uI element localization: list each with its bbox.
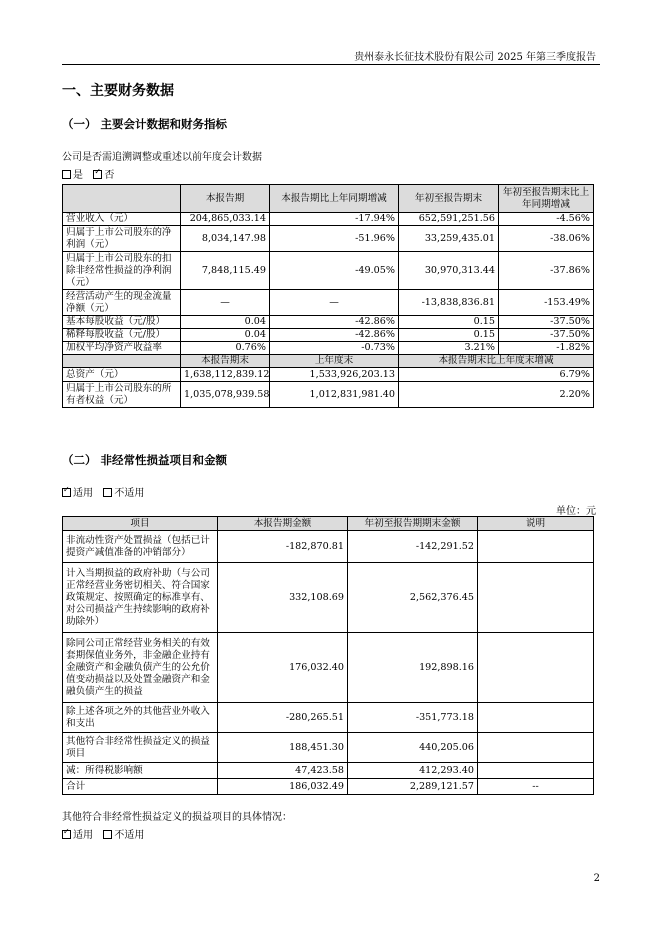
cell-value: -51.96%	[270, 226, 399, 252]
cell-value: 1,638,112,839.12	[181, 368, 270, 382]
page-number: 2	[593, 873, 600, 884]
cell-value: 652,591,251.56	[399, 213, 499, 226]
header-cell: 年初至报告期末比上年同期增减	[499, 185, 594, 213]
unit-label: 单位：元	[556, 506, 596, 517]
checkbox-no[interactable]	[93, 170, 102, 179]
row-label: 合计	[63, 779, 218, 795]
cell-value: -37.50%	[499, 329, 594, 342]
restatement-question: 公司是否需追溯调整或重述以前年度会计数据	[62, 152, 262, 163]
cell-value: -4.56%	[499, 213, 594, 226]
table-total-row	[63, 779, 594, 795]
cell-value: 188,451.30	[218, 733, 348, 763]
table-row	[63, 382, 594, 408]
header-cell: 说明	[478, 517, 594, 531]
row-label: 总资产（元）	[63, 368, 181, 382]
cell-value: -142,291.52	[348, 531, 478, 563]
cell-value: -153.49%	[499, 290, 594, 316]
row-label: 经营活动产生的现金流量净额（元）	[63, 290, 181, 316]
row-label: 归属于上市公司股东的所有者权益（元）	[63, 382, 181, 408]
table-row	[63, 368, 594, 382]
option-not-apply-label: 不适用	[114, 830, 145, 841]
option-yes-label: 是	[73, 170, 83, 181]
cell-value: 332,108.69	[218, 563, 348, 633]
table-row	[63, 329, 594, 342]
cell-value: 0.04	[181, 329, 270, 342]
option-apply-label: 适用	[73, 830, 93, 841]
cell-value: -49.05%	[270, 252, 399, 290]
table-header-row	[63, 185, 594, 213]
table-header-row	[63, 517, 594, 531]
cell-value: 176,032.40	[218, 633, 348, 703]
row-label: 除同公司正常经营业务相关的有效套期保值业务外，非金融企业持有金融资产和金融负债产生的公允价值变动损益以及处置金融资产和金融负债产生的损益	[63, 633, 218, 703]
cell-note	[478, 563, 594, 633]
header-divider	[62, 64, 600, 65]
cell-value: 47,423.58	[218, 763, 348, 779]
row-label: 非流动性资产处置损益（包括已计提资产减值准备的冲销部分）	[63, 531, 218, 563]
cell-value: 8,034,147.98	[181, 226, 270, 252]
subsection-heading-1: （一） 主要会计数据和财务指标	[62, 117, 228, 131]
header-cell: 本报告期比上年同期增减	[270, 185, 399, 213]
cell-value: 2.20%	[399, 382, 594, 408]
cell-value: -182,870.81	[218, 531, 348, 563]
table-row	[63, 703, 594, 733]
cell-value: -0.73%	[270, 342, 399, 355]
row-label: 其他符合非经常性损益定义的损益项目	[63, 733, 218, 763]
cell-value: 440,205.06	[348, 733, 478, 763]
cell-value: 204,865,033.14	[181, 213, 270, 226]
cell-value: -42.86%	[270, 329, 399, 342]
row-label: 归属于上市公司股东的净利润（元）	[63, 226, 181, 252]
cell-value: -351,773.18	[348, 703, 478, 733]
header-cell: 年初至报告期期末金额	[348, 517, 478, 531]
cell-value: 412,293.40	[348, 763, 478, 779]
row-label: 营业收入（元）	[63, 213, 181, 226]
cell-note: --	[478, 779, 594, 795]
cell-note	[478, 733, 594, 763]
cell-value: 1,035,078,939.58	[181, 382, 270, 408]
cell-value: 192,898.16	[348, 633, 478, 703]
row-label: 除上述各项之外的其他营业外收入和支出	[63, 703, 218, 733]
table-row	[63, 563, 594, 633]
cell-value: -280,265.51	[218, 703, 348, 733]
table-row	[63, 213, 594, 226]
cell-note	[478, 531, 594, 563]
cell-value: 0.15	[399, 329, 499, 342]
cell-value: 3.21%	[399, 342, 499, 355]
cell-value: -17.94%	[270, 213, 399, 226]
table-row	[63, 763, 594, 779]
report-header-title: 贵州泰永长征技术股份有限公司 2025 年第三季度报告	[354, 52, 596, 63]
cell-value: 33,259,435.01	[399, 226, 499, 252]
header-cell: 本报告期金额	[218, 517, 348, 531]
cell-value: -13,838,836.81	[399, 290, 499, 316]
cell-value: 186,032.49	[218, 779, 348, 795]
row-label: 减：所得税影响额	[63, 763, 218, 779]
cell-value: 0.15	[399, 316, 499, 329]
checkbox-not-apply[interactable]	[103, 488, 112, 497]
cell-value: 0.04	[181, 316, 270, 329]
option-apply-label: 适用	[73, 488, 93, 499]
checkbox-apply-footer[interactable]	[62, 830, 71, 839]
cell-value: 1,012,831,981.40	[270, 382, 399, 408]
checkbox-apply[interactable]	[62, 488, 71, 497]
header-cell: 本报告期	[181, 185, 270, 213]
row-label: 归属于上市公司股东的扣除非经常性损益的净利润（元）	[63, 252, 181, 290]
table-row	[63, 226, 594, 252]
other-items-note: 其他符合非经常性损益定义的损益项目的具体情况：	[62, 812, 292, 823]
header-cell: 本报告期末比上年度末增减	[399, 355, 594, 368]
cell-value: —	[181, 290, 270, 316]
header-cell	[63, 355, 181, 368]
cell-value: -37.86%	[499, 252, 594, 290]
cell-value: 30,970,313.44	[399, 252, 499, 290]
option-not-apply-label: 不适用	[114, 488, 145, 499]
subsection-heading-2: （二） 非经常性损益项目和金额	[62, 453, 228, 467]
applicability-options	[62, 484, 144, 499]
table-row	[63, 342, 594, 355]
table-row	[63, 531, 594, 563]
cell-value: 6.79%	[399, 368, 594, 382]
table-row	[63, 316, 594, 329]
cell-value: 2,289,121.57	[348, 779, 478, 795]
row-label: 加权平均净资产收益率	[63, 342, 181, 355]
cell-value: 2,562,376.45	[348, 563, 478, 633]
cell-value: -37.50%	[499, 316, 594, 329]
header-cell: 本报告期末	[181, 355, 270, 368]
table-row	[63, 290, 594, 316]
cell-note	[478, 633, 594, 703]
cell-value: —	[270, 290, 399, 316]
footer-applicability-options	[62, 826, 144, 841]
option-no-label: 否	[104, 170, 115, 181]
row-label: 稀释每股收益（元/股）	[63, 329, 181, 342]
cell-note	[478, 763, 594, 779]
cell-value: 1,533,926,203.13	[270, 368, 399, 382]
checkbox-yes[interactable]	[62, 170, 71, 179]
checkbox-not-apply-footer[interactable]	[103, 830, 112, 839]
header-cell: 项目	[63, 517, 218, 531]
table-row	[63, 252, 594, 290]
header-cell	[63, 185, 181, 213]
cell-value: -38.06%	[499, 226, 594, 252]
non-recurring-items-table	[62, 516, 594, 795]
table-subheader-row	[63, 355, 594, 368]
table-row	[63, 633, 594, 703]
restatement-options	[62, 166, 114, 181]
cell-value: 0.76%	[181, 342, 270, 355]
table-row	[63, 733, 594, 763]
row-label: 计入当期损益的政府补助（与公司正常经营业务密切相关、符合国家政策规定、按照确定的标准享有、对公司损益产生持续影响的政府补助除外）	[63, 563, 218, 633]
cell-note	[478, 703, 594, 733]
header-cell: 年初至报告期末	[399, 185, 499, 213]
section-heading: 一、主要财务数据	[62, 83, 174, 99]
key-financial-data-table	[62, 184, 594, 408]
cell-value: -42.86%	[270, 316, 399, 329]
cell-value: 7,848,115.49	[181, 252, 270, 290]
header-cell: 上年度末	[270, 355, 399, 368]
cell-value: -1.82%	[499, 342, 594, 355]
row-label: 基本每股收益（元/股）	[63, 316, 181, 329]
